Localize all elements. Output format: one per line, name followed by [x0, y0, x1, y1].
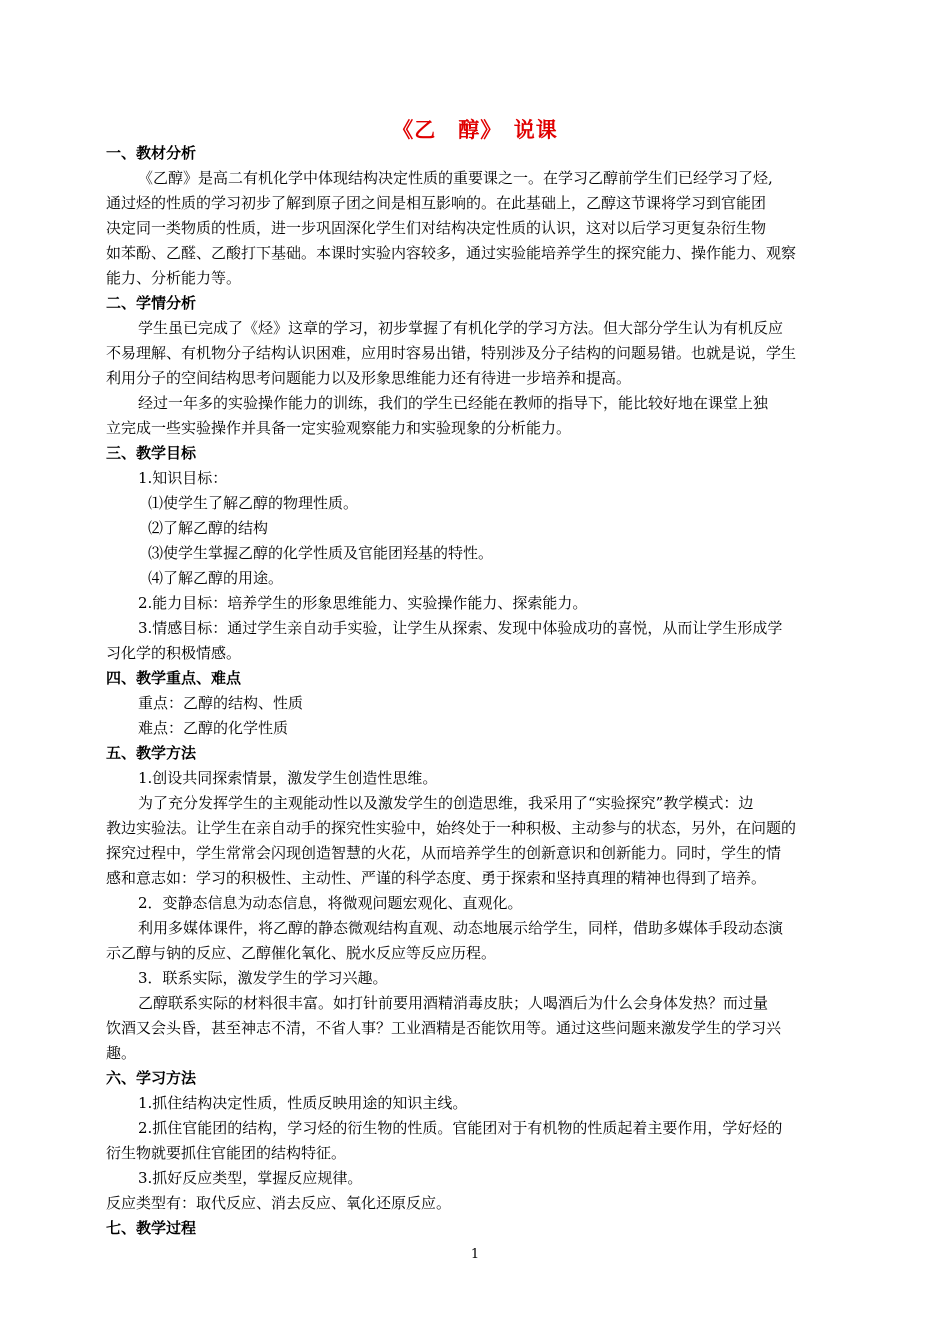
- paragraph-line: 《乙醇》是高二有机化学中体现结构决定性质的重要课之一。在学习乙醇前学生们已经学习了烃,: [138, 169, 773, 187]
- paragraph-line: 趣。: [106, 1044, 137, 1062]
- paragraph-line: 饮酒又会头昏，甚至神志不清，不省人事？工业酒精是否能饮用等。通过这些问题来激发学生的学习兴: [106, 1019, 782, 1037]
- list-item: 1.知识目标：: [138, 469, 228, 487]
- paragraph-line: 习化学的积极情感。: [106, 644, 242, 662]
- list-item: ⑶使学生掌握乙醇的化学性质及官能团羟基的特性。: [148, 544, 494, 562]
- paragraph-line: 不易理解、有机物分子结构认识困难，应用时容易出错，特别涉及分子结构的问题易错。也就是说，学生: [106, 344, 797, 362]
- paragraph-line: 感和意志如：学习的积极性、主动性、严谨的科学态度、勇于探索和坚持真理的精神也得到了培养。: [106, 869, 767, 887]
- paragraph-line: 通过烃的性质的学习初步了解到原子团之间是相互影响的。在此基础上，乙醇这节课将学习到官能团: [106, 194, 767, 212]
- section-heading: 六、学习方法: [106, 1069, 197, 1087]
- paragraph-line: 为了充分发挥学生的主观能动性以及激发学生的创造思维，我采用了“实验探究”教学模式：边: [138, 794, 754, 812]
- list-item: 3.抓好反应类型，掌握反应规律。: [138, 1169, 363, 1187]
- list-item: 2.能力目标：培养学生的形象思维能力、实验操作能力、探索能力。: [138, 594, 588, 612]
- list-item: ⑵了解乙醇的结构: [148, 519, 269, 537]
- paragraph-line: 利用分子的空间结构思考问题能力以及形象思维能力还有待进一步培养和提高。: [106, 369, 632, 387]
- section-heading: 一、教材分析: [106, 144, 197, 162]
- list-item: ⑷了解乙醇的用途。: [148, 569, 284, 587]
- paragraph-line: 学生虽已完成了《烃》这章的学习，初步掌握了有机化学的学习方法。但大部分学生认为有机反应: [138, 319, 784, 337]
- list-item: 重点：乙醇的结构、性质: [138, 694, 304, 712]
- page-number: 1: [470, 1247, 480, 1262]
- list-item: 难点：乙醇的化学性质: [138, 719, 289, 737]
- paragraph-line: 利用多媒体课件，将乙醇的静态微观结构直观、动态地展示给学生，同样，借助多媒体手段动态演: [138, 919, 784, 937]
- paragraph-line: 经过一年多的实验操作能力的训练，我们的学生已经能在教师的指导下，能比较好地在课堂上独: [138, 394, 769, 412]
- paragraph-line: 示乙醇与钠的反应、乙醇催化氧化、脱水反应等反应历程。: [106, 944, 497, 962]
- list-item: ⑴使学生了解乙醇的物理性质。: [148, 494, 359, 512]
- document-body: [106, 141, 842, 1241]
- list-item: 2.抓住官能团的结构，学习烃的衍生物的性质。官能团对于有机物的性质起着主要作用，学好烃的: [138, 1119, 783, 1137]
- list-item: 2．变静态信息为动态信息，将微观问题宏观化、直观化。: [138, 894, 523, 912]
- section-heading: 四、教学重点、难点: [106, 669, 242, 687]
- paragraph-line: 探究过程中，学生常常会闪现创造智慧的火花，从而培养学生的创新意识和创新能力。同时，学生的情: [106, 844, 782, 862]
- section-heading: 三、教学目标: [106, 444, 197, 462]
- section-heading: 二、学情分析: [106, 294, 197, 312]
- list-item: 1.抓住结构决定性质，性质反映用途的知识主线。: [138, 1094, 468, 1112]
- paragraph-line: 教边实验法。让学生在亲自动手的探究性实验中，始终处于一种积极、主动参与的状态，另外，在问题的: [106, 819, 797, 837]
- list-item: 3.情感目标：通过学生亲自动手实验，让学生从探索、发现中体验成功的喜悦，从而让学生形成学: [138, 619, 783, 637]
- paragraph-line: 反应类型有：取代反应、消去反应、氧化还原反应。: [106, 1194, 452, 1212]
- section-heading: 七、教学过程: [106, 1219, 197, 1237]
- paragraph-line: 能力、分析能力等。: [106, 269, 242, 287]
- page-title: 《乙 醇》 说课: [392, 117, 558, 142]
- paragraph-line: 如苯酚、乙醛、乙酸打下基础。本课时实验内容较多，通过实验能培养学生的探究能力、操作能力、观察: [106, 244, 797, 262]
- paragraph-line: 乙醇联系实际的材料很丰富。如打针前要用酒精消毒皮肤；人喝酒后为什么会身体发热？而过量: [138, 994, 769, 1012]
- paragraph-line: 立完成一些实验操作并具备一定实验观察能力和实验现象的分析能力。: [106, 419, 572, 437]
- list-item: 1.创设共同探索情景，激发学生创造性思维。: [138, 769, 438, 787]
- paragraph-line: 决定同一类物质的性质，进一步巩固深化学生们对结构决定性质的认识，这对以后学习更复杂衍生物: [106, 219, 767, 237]
- section-heading: 五、教学方法: [106, 744, 197, 762]
- paragraph-line: 衍生物就要抓住官能团的结构特征。: [106, 1144, 347, 1162]
- list-item: 3．联系实际，激发学生的学习兴趣。: [138, 969, 388, 987]
